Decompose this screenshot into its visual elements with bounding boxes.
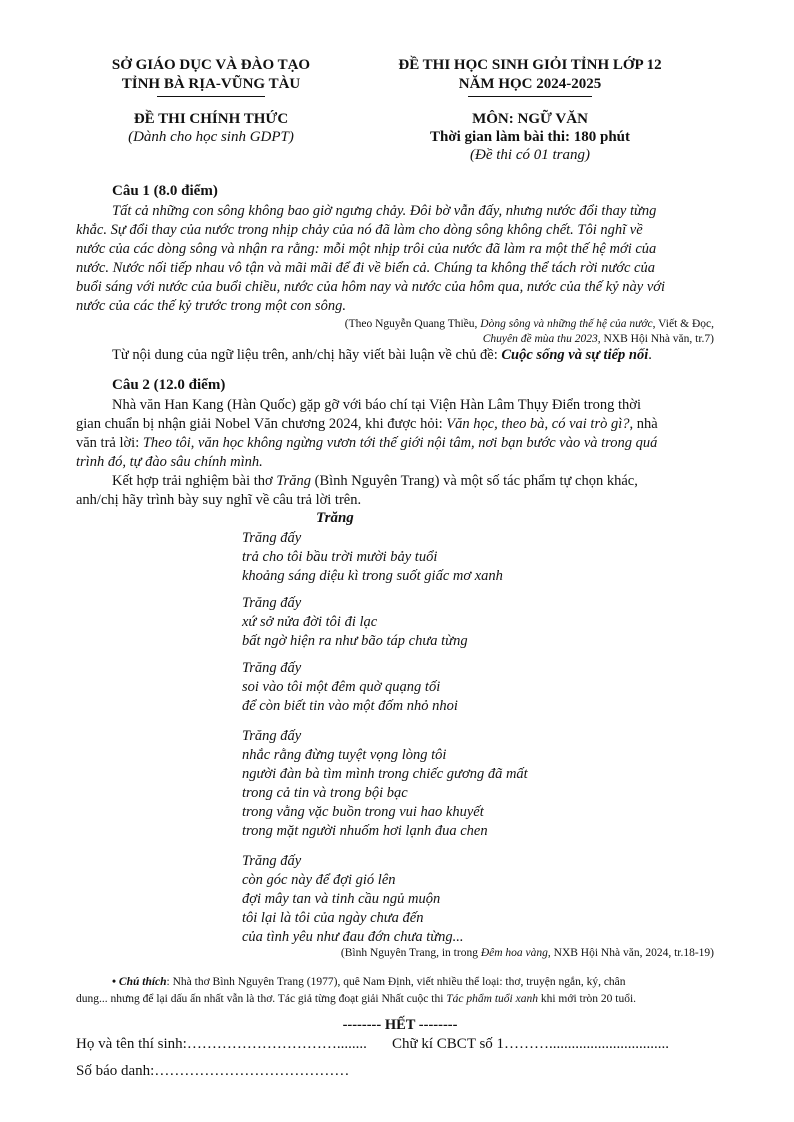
school-year: NĂM HỌC 2024-2025 (458, 76, 602, 92)
official-exam-label: ĐỀ THI CHÍNH THỨC (133, 111, 289, 127)
supervisor-signature-field: Chữ kí CBCT số 1………................................ (392, 1036, 670, 1052)
poem-line: bất ngờ hiện ra như bão táp chưa từng (242, 633, 468, 649)
poem-line: trong mặt người nhuốm hơi lạnh đua chen (242, 823, 488, 839)
header-right-underline (468, 96, 592, 97)
exam-title: ĐỀ THI HỌC SINH GIỎI TỈNH LỚP 12 (398, 57, 662, 73)
candidate-number-field: Số báo danh:………………………………… (76, 1063, 350, 1079)
poem-line: Trăng đấy (242, 728, 302, 744)
q2-intro-line-1: Nhà văn Han Kang (Hàn Quốc) gặp gỡ với báo chí tại Viện Hàn Lâm Thụy Điển trong thời (112, 397, 641, 413)
poem-title: Trăng (316, 510, 354, 526)
header-left-underline (157, 96, 265, 97)
poem-source: (Bình Nguyên Trang, in trong Đêm hoa vàng, NXB Hội Nhà văn, 2024, tr.18-19) (340, 947, 714, 959)
poem-line: khoảng sáng diệu kì trong suốt giấc mơ xanh (242, 568, 503, 584)
duration-label: Thời gian làm bài thi: 180 phút (429, 129, 631, 145)
q1-passage-line: nước của các dòng sông và nhận ra rằng: mỗi một nhịp trôi của nước đã làm ra một thế hệ mới của (76, 241, 657, 257)
poem-line: xứ sở nửa đời tôi đi lạc (242, 614, 378, 630)
poem-line: Trăng đấy (242, 530, 302, 546)
q1-source-line-2: Chuyên đề mùa thu 2023, NXB Hội Nhà văn, tr.7) (482, 333, 714, 345)
poem-line: của tình yêu như đau đớn chưa từng... (242, 929, 464, 945)
poem-line: nhắc rằng đừng tuyệt vọng lòng tôi (242, 747, 447, 763)
q2-intro-line-3: văn trả lời: Theo tôi, văn học không ngừng vươn tới thế giới nội tâm, nơi bạn bước vào và trong quá (76, 435, 658, 451)
question-1-heading: Câu 1 (8.0 điểm) (112, 183, 218, 199)
q1-passage-line: nước. Nước nối tiếp nhau vô tận và mãi mãi để đi về biển cả. Chúng ta không thể tách rời nước của (76, 260, 655, 276)
q2-task-line-2: anh/chị hãy trình bày suy nghĩ về câu trả lời trên. (76, 492, 362, 508)
poem-line: còn góc này để đợi gió lên (242, 872, 396, 888)
q1-passage-line: Tất cả những con sông không bao giờ ngưng chảy. Đôi bờ vẫn đấy, nhưng nước đổi thay từng (112, 203, 657, 219)
poem-line: người đàn bà tìm mình trong chiếc gương đã mất (242, 766, 528, 782)
q2-task-line-1: Kết hợp trải nghiệm bài thơ Trăng (Bình Nguyên Trang) và một số tác phẩm tự chọn khác, (112, 473, 638, 489)
note-line-1: • Chú thích: Nhà thơ Bình Nguyên Trang (1977), quê Nam Định, viết nhiều thể loại: thơ, truyện ngắn, ký, chân (112, 976, 626, 988)
audience-note: (Dành cho học sinh GDPT) (128, 129, 294, 145)
q2-intro-line-4: trình đó, tự đào sâu chính mình. (76, 454, 263, 470)
q2-intro-line-2: gian chuẩn bị nhận giải Nobel Văn chương 2024, khi được hỏi: Văn học, theo bà, có vai trò gì?, nhà (76, 416, 658, 432)
question-2-heading: Câu 2 (12.0 điểm) (112, 377, 226, 393)
note-line-2: dung... nhưng để lại dấu ấn nhất vẫn là thơ. Tác giả từng đoạt giải Nhất cuộc thi Tác phẩm tuổi xanh khi mới tròn 20 tuổi. (76, 993, 637, 1005)
q1-passage-line: nước của các thế kỷ trước trong một con sông. (76, 298, 346, 314)
poem-line: Trăng đấy (242, 595, 302, 611)
q1-prompt: Từ nội dung của ngữ liệu trên, anh/chị hãy viết bài luận về chủ đề: Cuộc sống và sự tiếp nối. (112, 347, 652, 363)
poem-line: Trăng đấy (242, 853, 302, 869)
q1-source-line-1: (Theo Nguyễn Quang Thiều, Dòng sông và những thế hệ của nước, Viết & Đọc, (344, 318, 714, 330)
poem-line: tôi lại là tôi của ngày chưa đến (242, 910, 424, 926)
subject-label: MÔN: NGỮ VĂN (472, 111, 588, 127)
poem-line: trong vằng vặc buồn trong vui hao khuyết (242, 804, 484, 820)
q1-passage-line: khắc. Sự đổi thay của nước trong nhịp chảy của nó đã làm cho dòng sông không chết. Tôi nghĩ về (76, 222, 643, 238)
poem-line: để còn biết tin vào một đốm nhỏ nhoi (242, 698, 458, 714)
poem-line: đợi mây tan và tinh cầu ngủ muộn (242, 891, 441, 907)
poem-line: trong cả tin và trong bội bạc (242, 785, 408, 801)
q1-passage-line: buổi sáng với nước của buổi chiều, nước của hôm nay và nước của hôm qua, nước của thế kỷ này với (76, 279, 666, 295)
poem-line: soi vào tôi một đêm quờ quạng tối (242, 679, 441, 695)
candidate-name-field: Họ và tên thí sinh:…………………………........ (76, 1036, 367, 1052)
poem-line: trả cho tôi bầu trời mười bảy tuổi (242, 549, 438, 565)
poem-line: Trăng đấy (242, 660, 302, 676)
department-line-2: TỈNH BÀ RỊA-VŨNG TÀU (121, 76, 301, 92)
department-line-1: SỞ GIÁO DỤC VÀ ĐÀO TẠO (111, 57, 311, 73)
end-mark: -------- HẾT -------- (342, 1017, 458, 1033)
pages-note: (Đề thi có 01 trang) (470, 147, 590, 163)
